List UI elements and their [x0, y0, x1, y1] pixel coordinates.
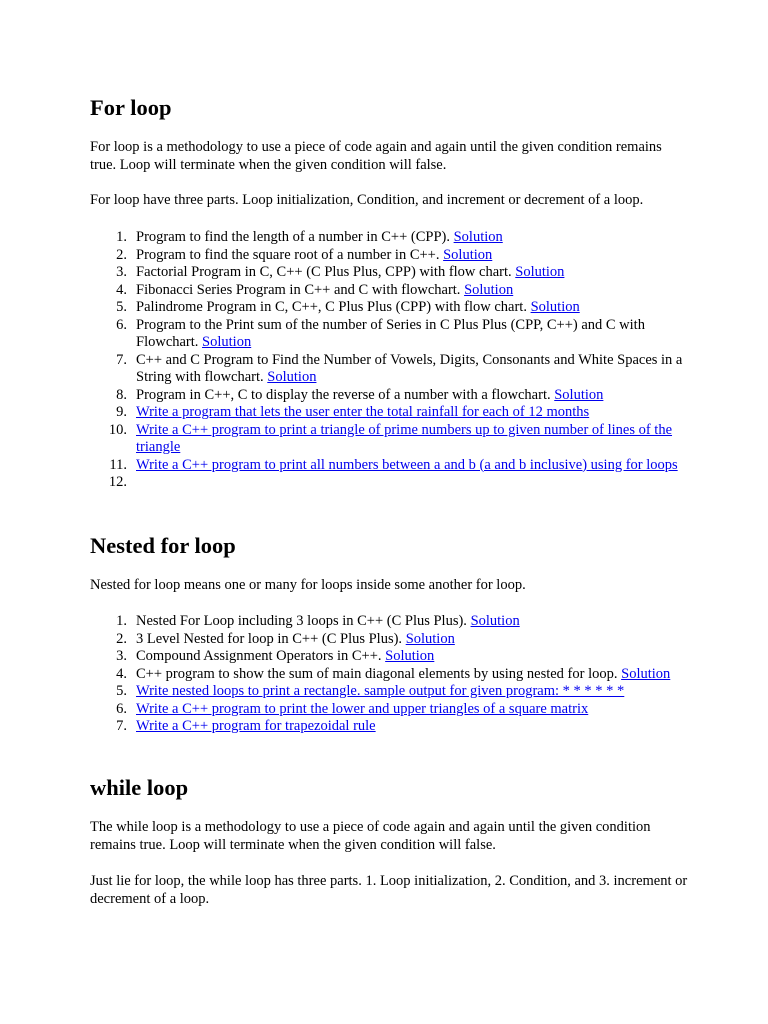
nested-for-loop-heading: Nested for loop: [90, 533, 236, 558]
program-link[interactable]: Write a C++ program to print a triangle of prime numbers up to given number of lines of the triangle: [136, 421, 673, 455]
list-item-text: Palindrome Program in C, C++, C Plus Plus (CPP) with flow chart.: [136, 299, 531, 315]
list-item-number: 2.: [116, 630, 127, 647]
list-item: [90, 683, 690, 701]
list-item: [90, 666, 690, 684]
list-item-text: 3 Level Nested for loop in C++ (C Plus Plus).: [136, 630, 406, 647]
list-item: [90, 457, 690, 475]
list-item-number: 2.: [116, 246, 127, 263]
list-item: [90, 404, 690, 422]
list-item-number: 10.: [108, 421, 127, 438]
list-item-number: 1.: [116, 229, 127, 245]
solution-link[interactable]: Solution: [470, 613, 520, 629]
list-item: [90, 317, 690, 352]
list-item-number: 8.: [116, 386, 127, 403]
solution-link[interactable]: Solution: [453, 229, 503, 245]
list-item: [90, 422, 690, 457]
solution-link[interactable]: Solution: [515, 264, 565, 280]
list-item: [90, 718, 690, 736]
solution-link[interactable]: Solution: [530, 299, 580, 315]
list-item-text: Program to find the length of a number in C++ (CPP).: [136, 229, 454, 245]
list-item: [90, 282, 690, 300]
list-item-number: 3.: [116, 264, 127, 280]
program-link[interactable]: Write a C++ program for trapezoidal rule: [136, 718, 376, 734]
list-item-text: C++ program to show the sum of main diagonal elements by using nested for loop.: [136, 665, 622, 682]
for-loop-intro: For loop is a methodology to use a piece of code again and again until the given condition remains true. Loop will terminate when the given condition will false.: [90, 139, 662, 173]
list-item-number: 4.: [116, 281, 127, 298]
solution-link[interactable]: Solution: [554, 386, 604, 403]
list-item-number: 3.: [116, 648, 127, 664]
list-item-number: 5.: [116, 683, 127, 699]
list-item-number: 5.: [116, 299, 127, 315]
list-item-text: Nested For Loop including 3 loops in C++ (C Plus Plus).: [136, 613, 471, 629]
list-item-number: 4.: [116, 665, 127, 682]
list-item-number: 6.: [116, 700, 127, 717]
program-link[interactable]: Write nested loops to print a rectangle. sample output for given program: * * * * * *: [136, 683, 625, 699]
solution-link[interactable]: Solution: [621, 665, 671, 682]
list-item: [90, 264, 690, 282]
list-item: [90, 229, 690, 247]
list-item-text: C++ and C Program to Find the Number of Vowels, Digits, Consonants and White Spaces in a String with flowchart.: [136, 351, 683, 385]
list-item-number: 7.: [116, 351, 127, 368]
list-item: [90, 247, 690, 265]
nested-for-loop-intro: Nested for loop means one or many for loops inside some another for loop.: [90, 577, 526, 593]
while-loop-heading: while loop: [90, 775, 189, 800]
for-loop-program-list: [90, 229, 690, 490]
program-link[interactable]: Write a C++ program to print all numbers between a and b (a and b inclusive) using for loops: [136, 456, 678, 473]
list-item-number: 7.: [116, 718, 127, 734]
program-link[interactable]: Write a C++ program to print the lower and upper triangles of a square matrix: [136, 700, 589, 717]
while-loop-parts: Just lie for loop, the while loop has three parts. 1. Loop initialization, 2. Condition, and 3. increment or decrement of a loop.: [90, 873, 688, 907]
solution-link[interactable]: Solution: [443, 246, 493, 263]
for-loop-parts: For loop have three parts. Loop initialization, Condition, and increment or decrement of a loop.: [90, 192, 644, 208]
list-item-text: Factorial Program in C, C++ (C Plus Plus, CPP) with flow chart.: [136, 264, 516, 280]
for-loop-heading: For loop: [90, 95, 172, 120]
solution-link[interactable]: Solution: [202, 334, 252, 350]
list-item-text: Program in C++, C to display the reverse of a number with a flowchart.: [136, 386, 555, 403]
program-link[interactable]: Write a program that lets the user enter the total rainfall for each of 12 months: [136, 404, 590, 420]
solution-link[interactable]: Solution: [464, 281, 514, 298]
list-item: [90, 299, 690, 317]
list-item-text: Fibonacci Series Program in C++ and C with flowchart.: [136, 281, 465, 298]
list-item-number: 12.: [108, 474, 127, 490]
list-item: [90, 648, 690, 666]
solution-link[interactable]: Solution: [385, 648, 435, 664]
list-item-number: 1.: [116, 613, 127, 629]
list-item-text: Compound Assignment Operators in C++.: [136, 648, 386, 664]
solution-link[interactable]: Solution: [405, 630, 455, 647]
list-item: [90, 701, 690, 719]
list-item-number: 9.: [116, 404, 127, 420]
solution-link[interactable]: Solution: [267, 369, 317, 385]
list-item: [90, 387, 690, 405]
list-item: [90, 352, 690, 387]
nested-for-loop-program-list: [90, 613, 690, 736]
while-loop-intro: The while loop is a methodology to use a piece of code again and again until the given condition remains true. Loop will terminate when the given condition will false.: [90, 819, 651, 853]
list-item-number: 6.: [116, 316, 127, 333]
list-item: [90, 613, 690, 631]
list-item-text: Program to find the square root of a number in C++.: [136, 246, 444, 263]
list-item-number: 11.: [109, 456, 127, 473]
list-item-text: Program to the Print sum of the number of Series in C Plus Plus (CPP, C++) and C with Flowchart.: [136, 316, 645, 350]
list-item: [90, 631, 690, 649]
